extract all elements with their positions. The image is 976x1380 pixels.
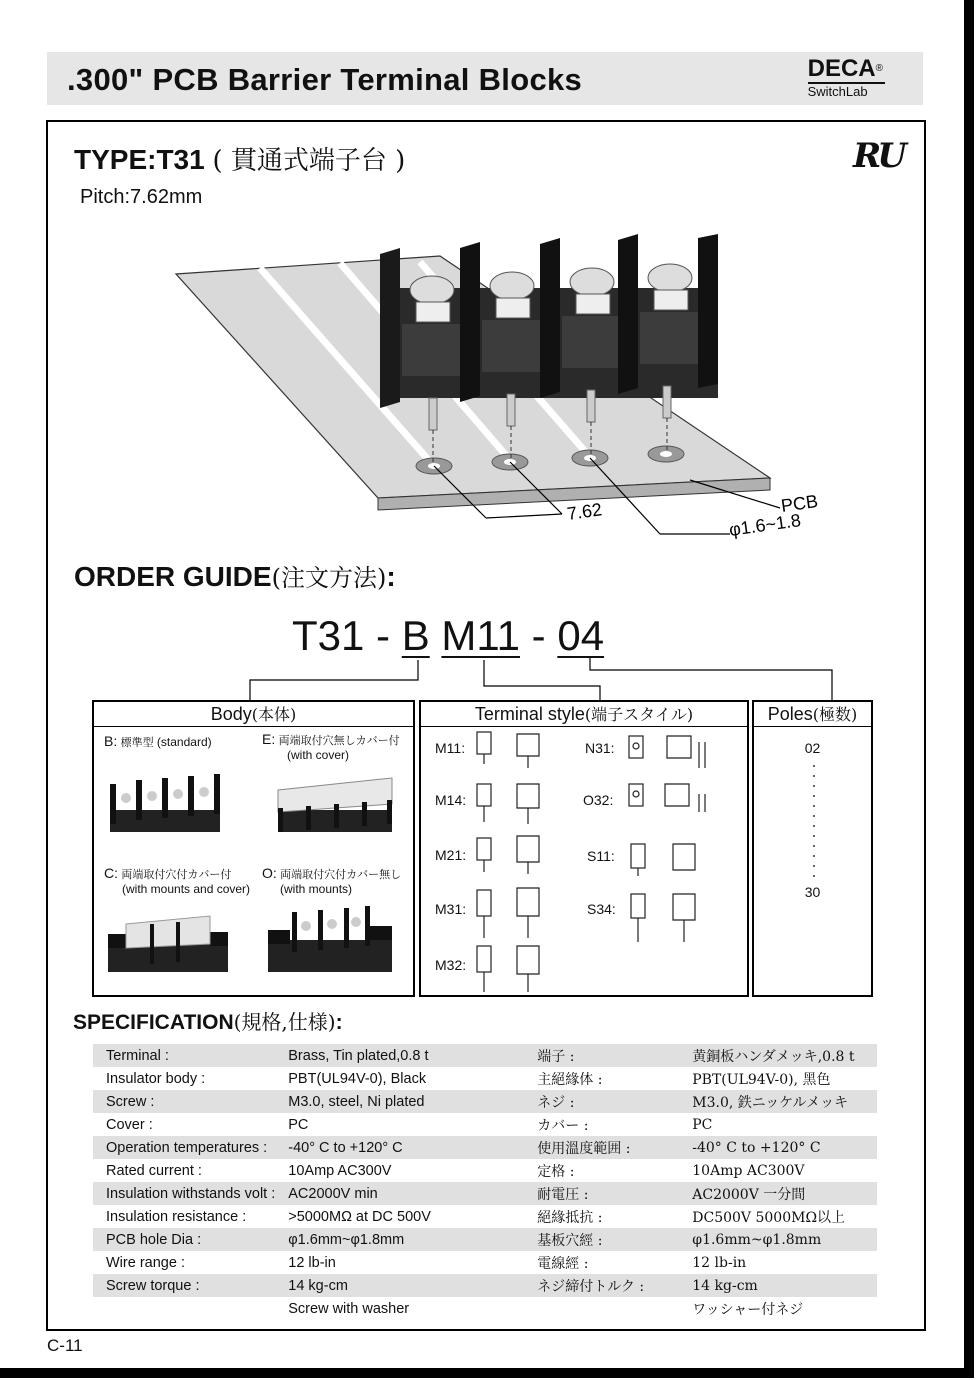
pitch-label: Pitch:7.62mm: [80, 186, 203, 208]
order-guide-label: ORDER GUIDE: [74, 561, 272, 592]
page-number: C-11: [47, 1336, 83, 1355]
spec-value-en: 10Amp AC300V: [288, 1162, 392, 1179]
spec-label-jp: 定格 :: [537, 1163, 575, 1180]
terminal-code-m14: M14:: [435, 792, 467, 808]
spec-value-en: φ1.6mm~φ1.8mm: [275, 1228, 524, 1251]
body-option-b-en: (standard): [156, 735, 212, 749]
brand-name: DECA: [807, 55, 876, 82]
body-option-e-en: (with cover): [287, 748, 350, 762]
terminal-code-m32: M32:: [435, 957, 467, 973]
code-body: B: [401, 612, 430, 659]
spec-value-en: >5000MΩ at DC 500V: [288, 1208, 431, 1225]
spec-value-jp: 12 lb-in: [692, 1254, 747, 1271]
body-variant-images: [106, 774, 406, 984]
terminal-title-jp: (端子スタイル): [584, 705, 694, 724]
spec-label-en: Rated current :: [106, 1162, 202, 1179]
body-option-o-en: (with mounts): [280, 882, 353, 896]
spec-row: [93, 1251, 877, 1274]
spec-value-jp: AC2000V 一分間: [679, 1182, 877, 1205]
spec-row: [93, 1090, 877, 1113]
terminal-title: Terminal style: [474, 704, 585, 724]
terminal-code-s34: S34:: [587, 901, 616, 917]
body-title-jp: (本体): [251, 705, 297, 724]
code-dash-1: -: [376, 612, 391, 659]
spec-label-en: Insulator body :: [106, 1070, 206, 1087]
terminal-code-o32: O32:: [583, 792, 614, 808]
spec-value-jp: DC500V 5000MΩ以上: [692, 1209, 846, 1226]
terminal-code-m21: M21:: [435, 847, 467, 863]
spec-label-en: PCB hole Dia :: [93, 1228, 275, 1251]
poles-title: Poles: [767, 704, 813, 724]
spec-label-jp: 絕緣抵抗 :: [537, 1209, 603, 1226]
spec-row: [93, 1136, 877, 1159]
poles-range-dots: [810, 762, 818, 880]
spec-label-en: [93, 1297, 275, 1320]
spec-value-jp: PC: [692, 1116, 713, 1133]
poles-panel-header: [754, 702, 871, 727]
poles-panel: [752, 700, 873, 997]
body-o-image: [268, 906, 392, 972]
body-b-image: [110, 774, 220, 832]
terminal-code-s11: S11:: [587, 848, 615, 864]
spec-value-en: PBT(UL94V-0), Black: [288, 1070, 427, 1087]
body-title: Body: [210, 704, 252, 724]
spec-label-jp: 使用溫度範囲 :: [524, 1136, 679, 1159]
spec-value-jp: 14 kg-cm: [679, 1274, 877, 1297]
spec-value-en: 12 lb-in: [288, 1254, 336, 1271]
n31-icon: [629, 736, 705, 768]
spec-value-jp: φ1.6mm~φ1.8mm: [679, 1228, 877, 1251]
order-guide-jp: (注文方法): [271, 564, 387, 592]
spec-value-en: -40° C to +120° C: [275, 1136, 524, 1159]
registered-mark: ®: [875, 63, 883, 74]
spec-value-en: PC: [288, 1116, 309, 1133]
spec-label-jp: [524, 1297, 679, 1320]
spec-label-en: Screw torque :: [93, 1274, 275, 1297]
type-label: TYPE:T31: [74, 144, 205, 175]
terminal-code-m11: M11:: [435, 740, 466, 756]
spec-value-jp: M3.0, 鉄ニッケルメッキ: [679, 1090, 877, 1113]
body-option-c-en: (with mounts and cover): [122, 882, 251, 896]
terminal-code-n31: N31:: [585, 740, 615, 756]
spec-row: [93, 1067, 877, 1090]
spec-value-jp: PBT(UL94V-0), 黑色: [692, 1071, 831, 1088]
body-option-e-code: E:: [262, 731, 276, 747]
s11-icon: [631, 844, 695, 876]
spec-row: [93, 1159, 877, 1182]
specification-title: [73, 1006, 343, 1035]
body-option-e-jp: 両端取付穴無しカバー付: [278, 734, 400, 747]
pcb-label: PCB: [779, 491, 820, 516]
terminal-style-panel: [419, 700, 749, 997]
spec-label-en: Insulation resistance :: [106, 1208, 247, 1225]
spec-row: [93, 1274, 877, 1297]
body-option-o-jp: 両端取付穴付カバー無し: [280, 868, 402, 881]
spec-value-jp: -40° C to +120° C: [679, 1136, 877, 1159]
spec-value-en: AC2000V min: [275, 1182, 524, 1205]
body-option-b-code: B:: [104, 733, 118, 749]
specification-table: [93, 1044, 877, 1320]
brand-sub: SwitchLab: [807, 84, 868, 99]
spec-label-jp: 電線經 :: [537, 1255, 589, 1272]
dim-hole-label: φ1.6~1.8: [727, 510, 803, 540]
spec-label: SPECIFICATION: [73, 1011, 234, 1034]
spec-label-jp: (規格,仕様): [233, 1010, 336, 1034]
spec-value-en: 14 kg-cm: [275, 1274, 524, 1297]
body-c-image: [108, 916, 228, 972]
spec-label-en: Insulation withstands volt :: [93, 1182, 275, 1205]
spec-label-jp: ネジ :: [524, 1090, 679, 1113]
type-jp: ( 貫通式端子台 ): [212, 146, 406, 176]
spec-label-jp: 端子 :: [524, 1044, 679, 1067]
code-terminal: M11: [441, 612, 520, 659]
m21-icon: [477, 836, 539, 874]
spec-value-en: M3.0, steel, Ni plated: [275, 1090, 524, 1113]
spec-value-en: Brass, Tin plated,0.8 t: [275, 1044, 524, 1067]
spec-label-jp: 基板穴經 :: [524, 1228, 679, 1251]
code-series: T31: [292, 612, 365, 659]
body-option-c-jp: 両端取付穴付カバー付: [121, 868, 232, 881]
poles-min: 02: [804, 740, 821, 756]
terminal-code-m31: M31:: [435, 901, 467, 917]
code-poles: 04: [557, 612, 605, 659]
spec-label-en: Screw :: [93, 1090, 275, 1113]
s34-icon: [631, 894, 695, 942]
m14-icon: [477, 784, 539, 824]
spec-value-en: Screw with washer: [288, 1300, 410, 1317]
o32-icon: [629, 784, 705, 812]
body-option-b: [104, 734, 212, 750]
spec-row: [93, 1205, 877, 1228]
order-guide-colon: :: [386, 561, 396, 592]
spec-colon: :: [335, 1011, 343, 1034]
body-option-c-code: C:: [104, 865, 118, 881]
m11-icon: [477, 732, 539, 768]
spec-row: [93, 1228, 877, 1251]
spec-row: [93, 1182, 877, 1205]
m31-icon: [477, 888, 539, 938]
poles-max: 30: [804, 884, 821, 900]
body-option-b-jp: 標準型: [120, 736, 154, 749]
dim-pitch-label: 7.62: [565, 499, 604, 524]
body-option-o-code: O:: [262, 865, 277, 881]
page-title: .300" PCB Barrier Terminal Blocks: [67, 62, 583, 97]
m32-icon: [477, 946, 539, 992]
spec-row: [93, 1297, 877, 1320]
terminal-panel-header: [421, 702, 747, 727]
spec-row: [93, 1044, 877, 1067]
spec-label-en: Operation temperatures :: [93, 1136, 275, 1159]
spec-label-en: Terminal :: [93, 1044, 275, 1067]
terminal-style-icons: [473, 728, 743, 996]
ul-cert-icon: RU: [853, 136, 903, 176]
spec-value-jp: ワッシャー付ネジ: [692, 1301, 804, 1318]
spec-label-en: Cover :: [106, 1116, 153, 1133]
spec-label-jp: 耐電圧 :: [524, 1182, 679, 1205]
spec-value-jp: 10Amp AC300V: [692, 1162, 805, 1179]
poles-title-jp: (極数): [812, 705, 858, 724]
spec-label-jp: カバー :: [537, 1117, 589, 1134]
spec-label-jp: ネジ締付トルク :: [524, 1274, 679, 1297]
spec-label-en: Wire range :: [106, 1254, 185, 1271]
body-e-image: [278, 778, 392, 832]
body-option-e: [262, 732, 400, 762]
spec-label-jp: 主絕緣体 :: [537, 1071, 603, 1088]
spec-row: [93, 1113, 877, 1136]
code-dash-2: -: [531, 612, 546, 659]
spec-value-jp: 黄銅板ハンダメッキ,0.8 t: [679, 1044, 877, 1067]
body-panel-header: [94, 702, 413, 727]
body-panel: [92, 700, 415, 997]
